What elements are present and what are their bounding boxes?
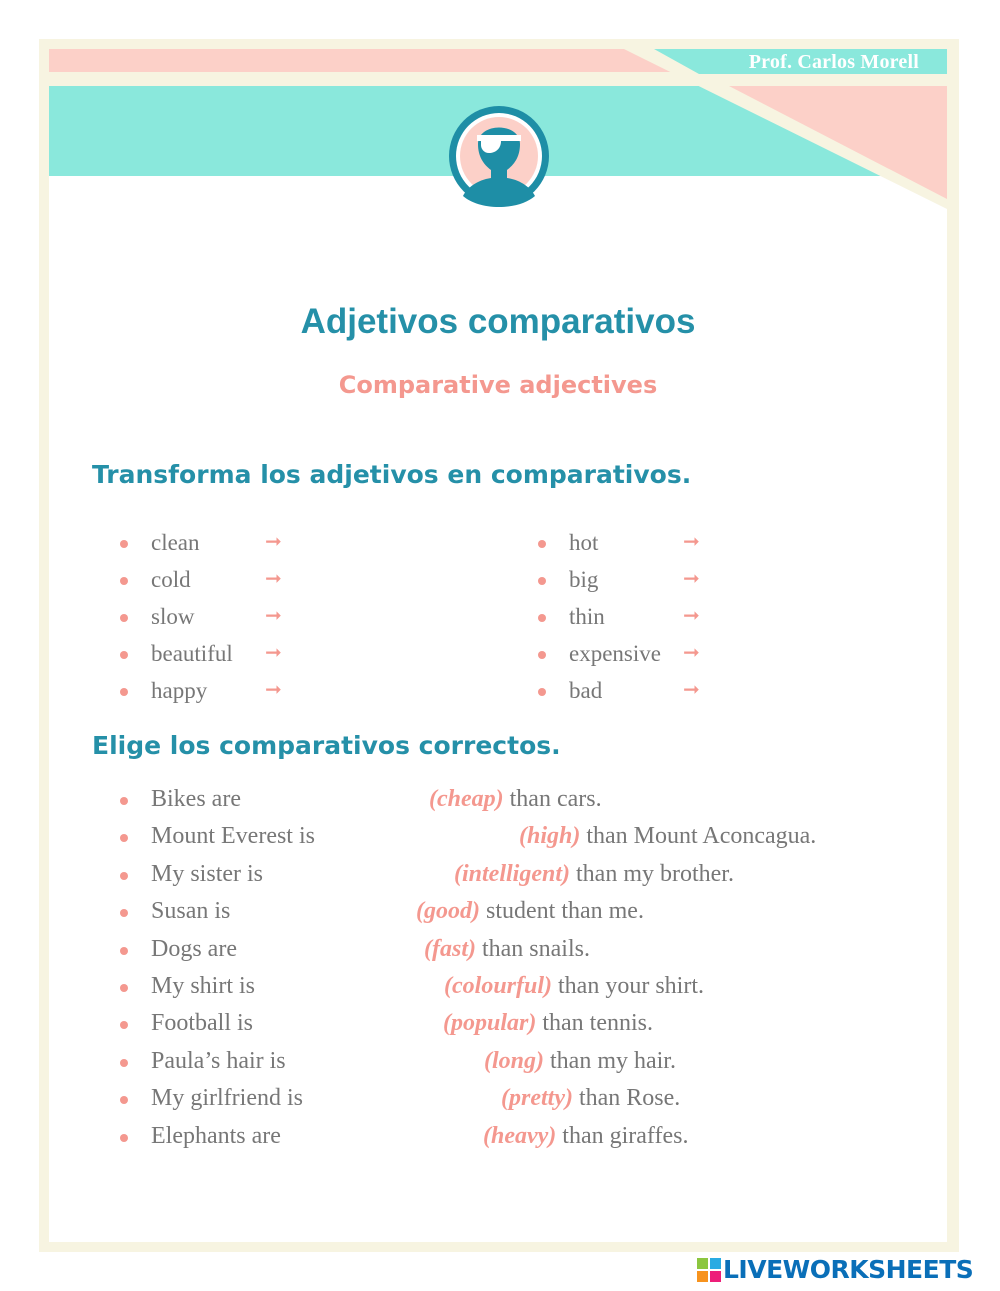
adjective: thin	[569, 604, 605, 629]
sentence-completion	[429, 786, 602, 813]
adjective-hint: (high)	[519, 823, 581, 850]
adjective: cold	[151, 567, 191, 592]
adjective-hint: (good)	[416, 898, 480, 925]
list-item	[538, 567, 838, 604]
sentence-completion	[454, 861, 734, 888]
sentence-completion	[501, 1085, 680, 1112]
liveworksheets-icon	[697, 1258, 721, 1282]
list-item	[120, 861, 940, 898]
bullet-icon	[120, 688, 128, 696]
arrow-icon: ➞	[683, 529, 700, 553]
sentence-rest: than giraffes.	[556, 1122, 689, 1149]
sentence-completion	[444, 973, 704, 1000]
list-item	[120, 1010, 940, 1047]
sentence-completion	[484, 1048, 676, 1075]
list-item	[120, 973, 940, 1010]
sentence-rest: than cars.	[503, 786, 602, 812]
bullet-icon	[120, 909, 128, 917]
adjective-hint: (fast)	[424, 935, 476, 962]
page-subtitle: Comparative adjectives	[338, 371, 658, 399]
sentence-completion	[416, 898, 644, 925]
bullet-icon	[120, 1096, 128, 1104]
adjective-list-right	[538, 530, 838, 715]
list-item	[120, 641, 420, 678]
adjective-list-left	[120, 530, 420, 715]
bullet-icon	[120, 872, 128, 880]
adjective: slow	[151, 604, 195, 629]
arrow-icon: ➞	[265, 640, 282, 664]
list-item	[120, 823, 940, 860]
avatar-icon	[447, 104, 551, 208]
bullet-icon	[120, 984, 128, 992]
adjective: bad	[569, 678, 603, 703]
sentence-subject: My girlfriend is	[151, 1085, 303, 1112]
bullet-icon	[120, 577, 128, 585]
bullet-icon	[120, 1134, 128, 1142]
adjective: big	[569, 567, 599, 592]
section-title-choose: Elige los comparativos correctos.	[92, 731, 561, 760]
sentence-subject: My sister is	[151, 860, 264, 887]
bullet-icon	[120, 540, 128, 548]
logo-text: LIVEWORKSHEETS	[723, 1255, 974, 1284]
adjective-hint: (pretty)	[501, 1085, 573, 1112]
bullet-icon	[538, 540, 546, 548]
sentence-completion	[519, 823, 816, 850]
arrow-icon: ➞	[265, 566, 282, 590]
sentence-subject: Football is	[151, 1010, 254, 1037]
adjective-hint: (long)	[484, 1047, 544, 1074]
list-item	[120, 1048, 940, 1085]
sentence-subject: Susan is	[151, 898, 231, 925]
page-title: Adjetivos comparativos	[300, 302, 696, 341]
bullet-icon	[120, 614, 128, 622]
arrow-icon: ➞	[265, 603, 282, 627]
sentence-subject: Elephants are	[151, 1122, 281, 1149]
sentence-completion	[483, 1123, 688, 1150]
bullet-icon	[120, 834, 128, 842]
adjective-hint: (cheap)	[429, 786, 504, 812]
list-item	[120, 530, 420, 567]
arrow-icon: ➞	[683, 677, 700, 701]
sentence-list	[120, 786, 940, 1160]
arrow-icon: ➞	[265, 677, 282, 701]
bullet-icon	[120, 1021, 128, 1029]
adjective: happy	[151, 678, 208, 703]
arrow-icon: ➞	[683, 603, 700, 627]
sentence-subject: Dogs are	[151, 935, 237, 962]
sentence-rest: than Rose.	[572, 1085, 681, 1112]
sentence-rest: than my brother.	[570, 860, 734, 887]
sentence-rest: than tennis.	[536, 1010, 653, 1037]
list-item	[538, 530, 838, 567]
list-item	[120, 1123, 940, 1160]
list-item	[538, 641, 838, 678]
list-item	[538, 678, 838, 715]
sentence-rest: student than me.	[479, 898, 644, 925]
sentence-rest: than Mount Aconcagua.	[580, 823, 817, 850]
bullet-icon	[120, 651, 128, 659]
list-item	[120, 567, 420, 604]
sentence-subject: Mount Everest is	[151, 823, 315, 850]
worksheet-page	[49, 49, 947, 1242]
sentence-rest: than your shirt.	[552, 972, 704, 999]
bullet-icon	[120, 947, 128, 955]
sentence-subject: Bikes are	[151, 786, 241, 812]
bullet-icon	[120, 1059, 128, 1067]
arrow-icon: ➞	[683, 640, 700, 664]
author-name: Prof. Carlos Morell	[748, 51, 919, 73]
sentence-rest: than snails.	[475, 935, 590, 962]
arrow-icon: ➞	[683, 566, 700, 590]
bullet-icon	[538, 614, 546, 622]
adjective-hint: (heavy)	[483, 1122, 557, 1149]
adjective: expensive	[569, 641, 661, 666]
sentence-completion	[424, 936, 590, 963]
adjective: beautiful	[151, 641, 233, 666]
list-item	[120, 898, 940, 935]
adjective-hint: (popular)	[443, 1010, 537, 1037]
list-item	[120, 604, 420, 641]
list-item	[120, 678, 420, 715]
list-item	[120, 936, 940, 973]
list-item	[538, 604, 838, 641]
bullet-icon	[538, 688, 546, 696]
adjective-hint: (colourful)	[444, 972, 552, 999]
list-item	[120, 786, 940, 823]
bullet-icon	[538, 577, 546, 585]
bullet-icon	[538, 651, 546, 659]
arrow-icon: ➞	[265, 529, 282, 553]
adjective: clean	[151, 530, 200, 555]
bullet-icon	[120, 797, 128, 805]
sentence-completion	[443, 1010, 653, 1037]
sentence-rest: than my hair.	[544, 1047, 676, 1074]
list-item	[120, 1085, 940, 1122]
sentence-subject: My shirt is	[151, 972, 256, 999]
section-title-transform: Transforma los adjetivos en comparativos.	[92, 460, 692, 489]
sentence-subject: Paula’s hair is	[151, 1047, 286, 1074]
adjective: hot	[569, 530, 599, 555]
adjective-hint: (intelligent)	[454, 860, 570, 887]
